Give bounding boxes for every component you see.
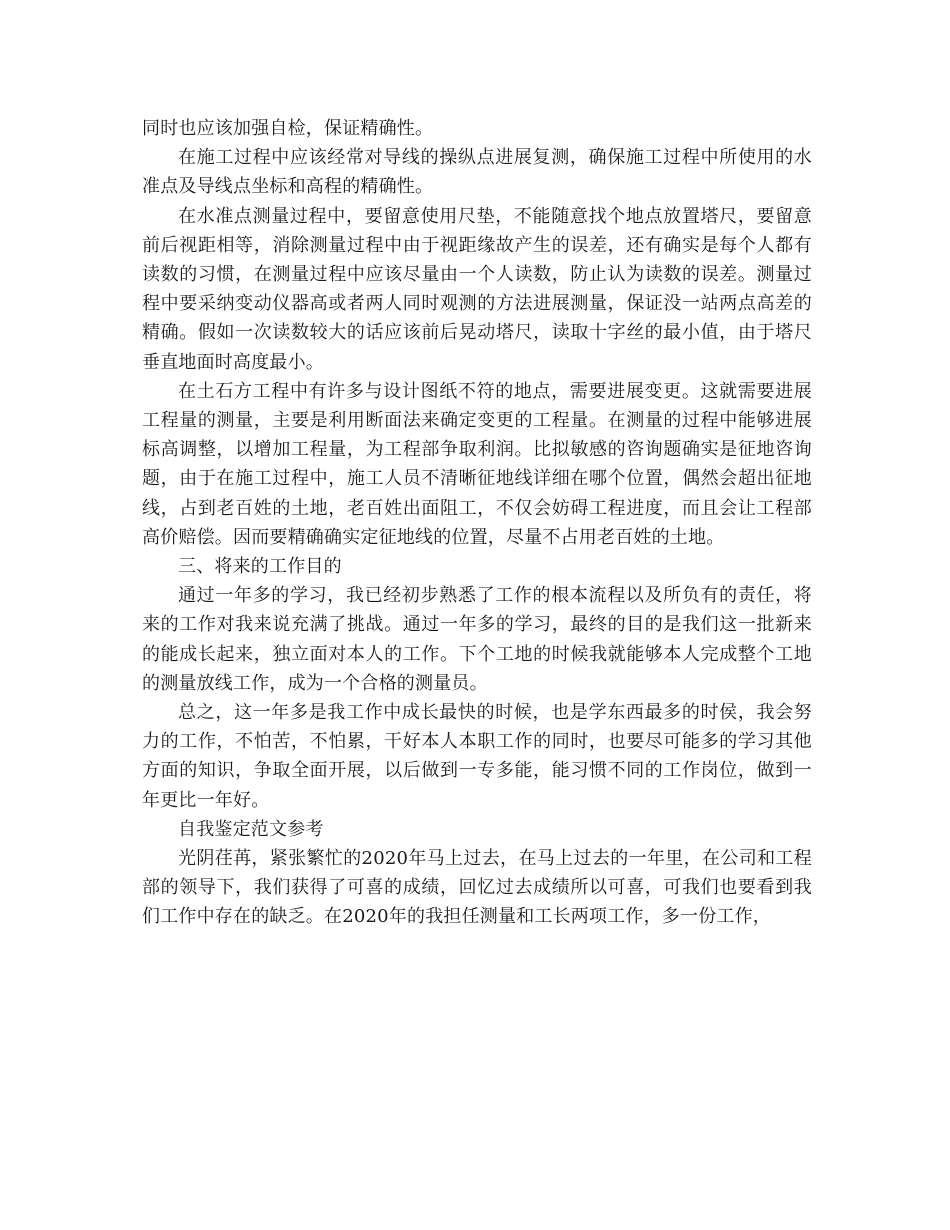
section-heading-reference: 自我鉴定范文参考 [178,818,324,840]
paragraph-earthwork-quantity: 在土石方工程中有许多与设计图纸不符的地点，需要进展变更。这就需要进展工程量的测量，主要是利用断面法来确定变更的工程量。在测量的过程中能够进展标高调整，以增加工程量，为工程部争取利润。比拟敏感的咨询题确实是征地咨询题，由于在施工过程中，施工人员不清晰征地线详细在哪个位置，偶然会超出征地线，占到老百姓的土地，老百姓出面阻工，不仅会妨碍工程进度，而且会让工程部高价赔偿。因而要精确确实定征地线的位置，尽量不占用老百姓的土地。 [142,380,812,548]
paragraph-reference-intro: 光阴荏苒，紧张繁忙的2020年马上过去，在马上过去的一年里，在公司和工程部的领导下，我们获得了可喜的成绩，回忆过去成绩所以可喜，可我们也要看到我们工作中存在的缺乏。在2020年的我担任测量和工长两项工作，多一份工作， [142,848,812,928]
paragraph-control-point-recheck: 在施工过程中应该经常对导线的操纵点进展复测，确保施工过程中所使用的水准点及导线点坐标和高程的精确性。 [142,147,812,198]
paragraph-leveling-measurement: 在水准点测量过程中，要留意使用尺垫，不能随意找个地点放置塔尺，要留意前后视距相等，消除测量过程中由于视距缘故产生的误差，还有确实是每个人都有读数的习惯，在测量过程中应该尽量由一个人读数，防止认为读数的误差。测量过程中要采纳变动仪器高或者两人同时观测的方法进展测量，保证没一站两点高差的精确。假如一次读数较大的话应该前后晃动塔尺，读取十字丝的最小值，由于塔尺垂直地面时高度最小。 [142,205,812,373]
paragraph-self-check: 同时也应该加强自检，保证精确性。 [142,118,434,139]
paragraph-summary: 总之，这一年多是我工作中成长最快的时候，也是学东西最多的时侯，我会努力的工作，不怕苦，不怕累，干好本人本职工作的同时，也要尽可能多的学习其他方面的知识，争取全面开展，以后做到一专多能，能习惯不同的工作岗位，做到一年更比一年好。 [142,702,812,811]
document-page [142,114,812,932]
section-heading-future-goals: 三、将来的工作目的 [178,556,342,578]
paragraph-future-goals: 通过一年多的学习，我已经初步熟悉了工作的根本流程以及所负有的责任，将来的工作对我来说充满了挑战。通过一年多的学习，最终的目的是我们这一批新来的能成长起来，独立面对本人的工作。下个工地的时候我就能够本人完成整个工地的测量放线工作，成为一个合格的测量员。 [142,585,812,694]
